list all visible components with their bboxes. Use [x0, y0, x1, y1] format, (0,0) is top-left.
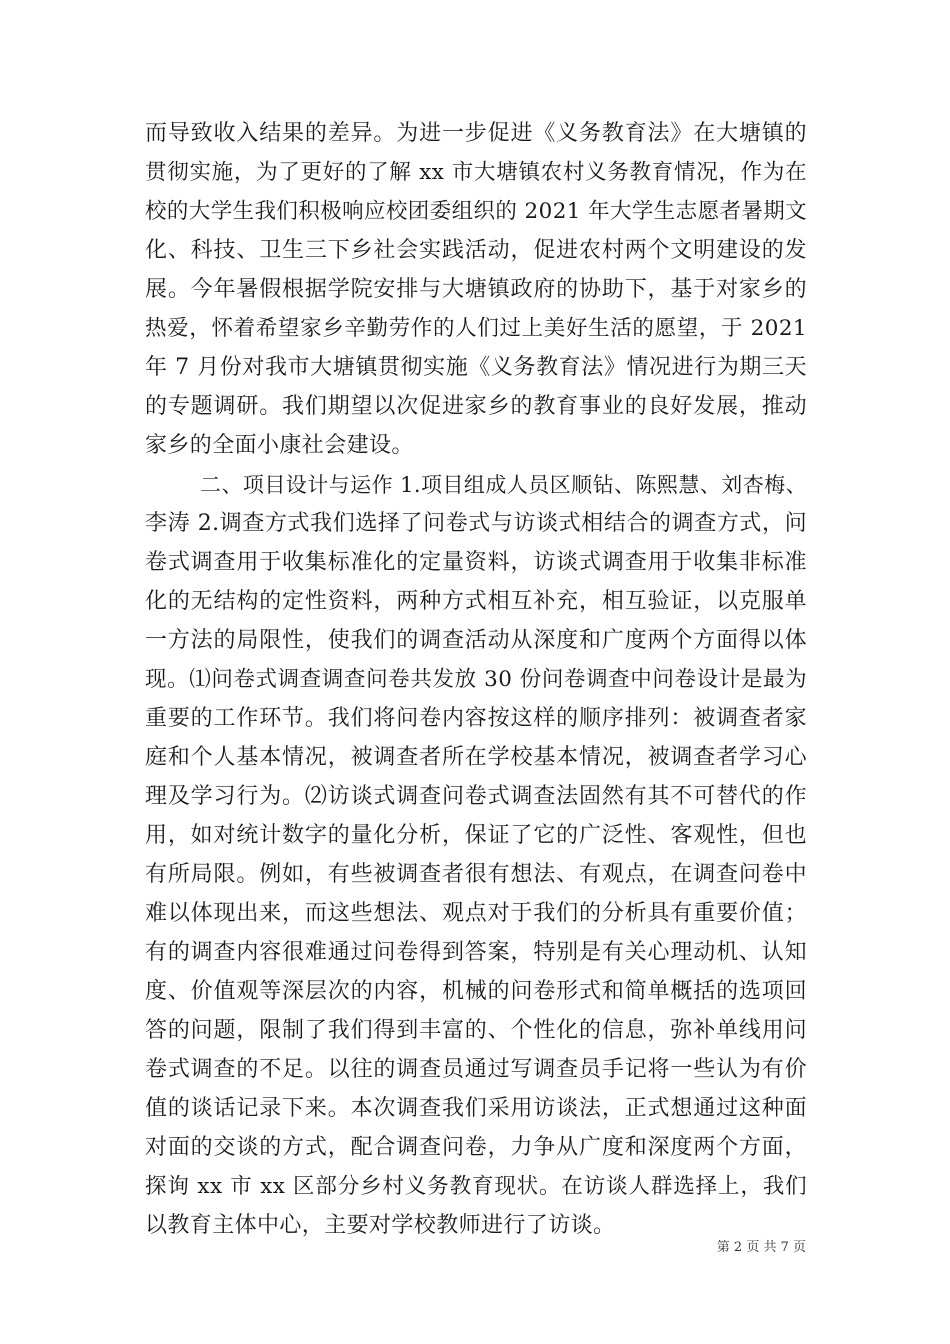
text-line: 难以体现出来，而这些想法、观点对于我们的分析具有重要价值； [145, 901, 807, 926]
text-line: 庭和个人基本情况，被调查者所在学校基本情况，被调查者学习心 [145, 745, 807, 770]
text-line: 而导致收入结果的差异。为进一步促进《义务教育法》在大塘镇的 [145, 121, 807, 146]
text-line: 家乡的全面小康社会建设。 [145, 433, 414, 458]
text-line: 一方法的局限性，使我们的调查活动从深度和广度两个方面得以体 [145, 628, 807, 653]
text-line: 有所局限。例如，有些被调查者很有想法、有观点，在调查问卷中 [145, 862, 807, 887]
text-line: 热爱，怀着希望家乡辛勤劳作的人们过上美好生活的愿望，于 2021 [145, 316, 807, 341]
text-line: 展。今年暑假根据学院安排与大塘镇政府的协助下，基于对家乡的 [145, 277, 807, 302]
text-line: 探询 xx 市 xx 区部分乡村义务教育现状。在访谈人群选择上，我们 [145, 1174, 807, 1199]
page-number: 第 2 页 共 7 页 [716, 1240, 806, 1255]
text-line: 化、科技、卫生三下乡社会实践活动，促进农村两个文明建设的发 [145, 238, 807, 263]
text-line: 年 7 月份对我市大塘镇贯彻实施《义务教育法》情况进行为期三天 [145, 355, 807, 380]
text-line: 度、价值观等深层次的内容，机械的问卷形式和简单概括的选项回 [145, 979, 807, 1004]
text-line: 以教育主体中心，主要对学校教师进行了访谈。 [145, 1213, 616, 1238]
text-line: 校的大学生我们积极响应校团委组织的 2021 年大学生志愿者暑期文 [145, 199, 808, 224]
text-line: 李涛 2.调查方式我们选择了问卷式与访谈式相结合的调查方式，问 [145, 511, 807, 536]
text-line: 答的问题，限制了我们得到丰富的、个性化的信息，弥补单线用问 [145, 1018, 807, 1043]
text-line: 对面的交谈的方式，配合调查问卷，力争从广度和深度两个方面， [145, 1135, 807, 1160]
text-line: 重要的工作环节。我们将问卷内容按这样的顺序排列：被调查者家 [145, 706, 807, 731]
text-line: 理及学习行为。⑵访谈式调查问卷式调查法固然有其不可替代的作 [145, 784, 807, 809]
text-line: 卷式调查的不足。以往的调查员通过写调查员手记将一些认为有价 [145, 1057, 807, 1082]
text-line: 化的无结构的定性资料，两种方式相互补充，相互验证，以克服单 [145, 589, 807, 614]
text-line: 用，如对统计数字的量化分析，保证了它的广泛性、客观性，但也 [145, 823, 807, 848]
text-line: 二、项目设计与运作 1.项目组成人员区顺钻、陈熙慧、刘杏梅、 [200, 473, 807, 497]
text-line: 现。⑴问卷式调查调查问卷共发放 30 份问卷调查中问卷设计是最为 [145, 667, 807, 692]
text-line: 值的谈话记录下来。本次调查我们采用访谈法，正式想通过这种面 [145, 1096, 807, 1121]
text-line: 的专题调研。我们期望以次促进家乡的教育事业的良好发展，推动 [145, 394, 807, 419]
text-line: 有的调查内容很难通过问卷得到答案，特别是有关心理动机、认知 [145, 940, 807, 965]
text-line: 贯彻实施，为了更好的了解 xx 市大塘镇农村义务教育情况，作为在 [145, 160, 807, 185]
text-line: 卷式调查用于收集标准化的定量资料，访谈式调查用于收集非标准 [145, 550, 807, 575]
